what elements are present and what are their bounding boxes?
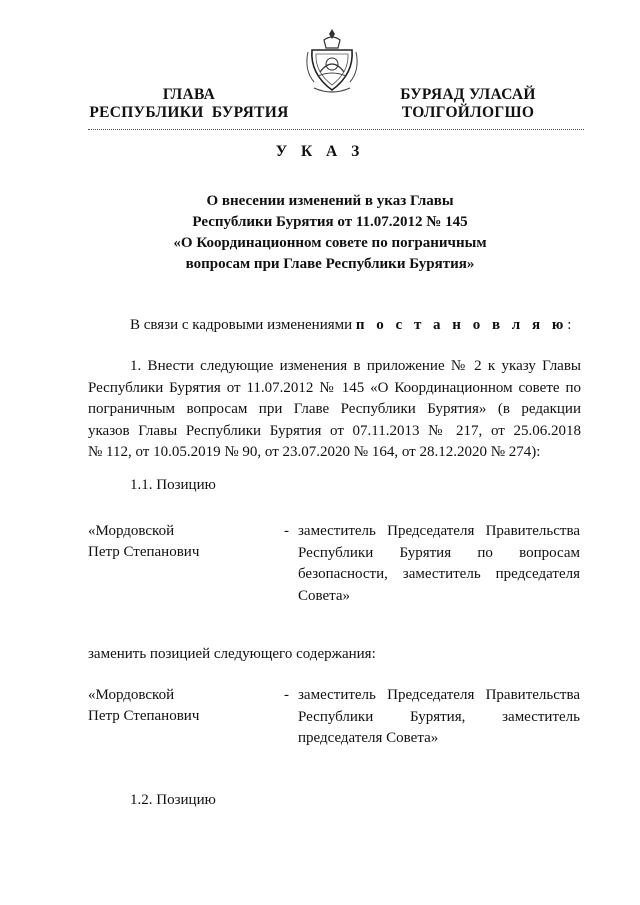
header-left-line2: РЕСПУБЛИКИ БУРЯТИЯ — [89, 104, 289, 121]
role-line: Совета» — [298, 587, 351, 604]
subject-line: Республики Бурятия от 11.07.2012 № 145 — [192, 214, 468, 230]
preamble-colon: : — [567, 317, 572, 333]
role-line: заместитель Председателя Правительства — [298, 523, 580, 539]
header-right-line1: БУРЯАД УЛАСАЙ — [400, 86, 536, 103]
subject-line: О внесении изменений в указ Главы — [206, 193, 454, 209]
paragraph-line: № 112, от 10.05.2019 № 90, от 23.07.2020 № 164, от 28.12.2020 № 274): — [88, 444, 541, 460]
item-1-1-heading: 1.1. Позицию — [130, 477, 216, 493]
old-position-role — [298, 521, 580, 607]
paragraph-line: указов Главы Республики Бурятия от 07.11.2013 № 217, от 25.06.2018 — [88, 422, 581, 439]
preamble — [130, 315, 571, 337]
name-line: «Мордовской — [88, 687, 175, 703]
preamble-text: В связи с кадровыми изменениями — [130, 317, 353, 333]
header-right-line2: ТОЛГОЙЛОГШО — [401, 104, 535, 121]
paragraph-line: пограничным вопросам при Главе Республики Бурятия» (в редакции — [88, 401, 581, 417]
document-subject — [110, 191, 550, 275]
replace-instruction — [88, 644, 581, 666]
position-dash: - — [284, 523, 289, 539]
name-line: Петр Степанович — [88, 708, 200, 724]
name-line: Петр Степанович — [88, 544, 200, 560]
role-line: Республики Бурятия по вопросам — [298, 544, 580, 561]
header-left — [78, 86, 300, 122]
paragraph-line: 1. Внести следующие изменения в приложение № 2 к указу Главы — [130, 358, 581, 374]
document-type: У К А З — [275, 143, 365, 160]
subject-line: «О Координационном совете по пограничным — [173, 235, 487, 251]
new-position-name — [88, 685, 278, 727]
header-left-line1: ГЛАВА — [162, 86, 216, 103]
old-position-name — [88, 521, 278, 563]
item-1-2-heading: 1.2. Позицию — [130, 792, 216, 808]
replace-text: заменить позицией следующего содержания: — [88, 646, 376, 662]
position-dash: - — [284, 687, 289, 703]
decree-word: п о с т а н о в л я ю — [355, 317, 568, 333]
coat-of-arms-icon — [302, 26, 362, 96]
role-line: заместитель Председателя Правительства — [298, 687, 580, 703]
role-line: Республики Бурятия, заместитель — [298, 708, 580, 725]
header-right — [370, 86, 566, 122]
paragraph-line: Республики Бурятия от 11.07.2012 № 145 «О Координационном совете по — [88, 379, 581, 396]
subject-line: вопросам при Главе Республики Бурятия» — [185, 256, 475, 272]
header-divider — [88, 129, 584, 130]
role-line: безопасности, заместитель председателя — [298, 566, 580, 582]
role-line: председателя Совета» — [298, 730, 439, 746]
item-1-paragraph — [88, 356, 581, 464]
name-line: «Мордовской — [88, 523, 175, 539]
new-position-role — [298, 685, 580, 750]
